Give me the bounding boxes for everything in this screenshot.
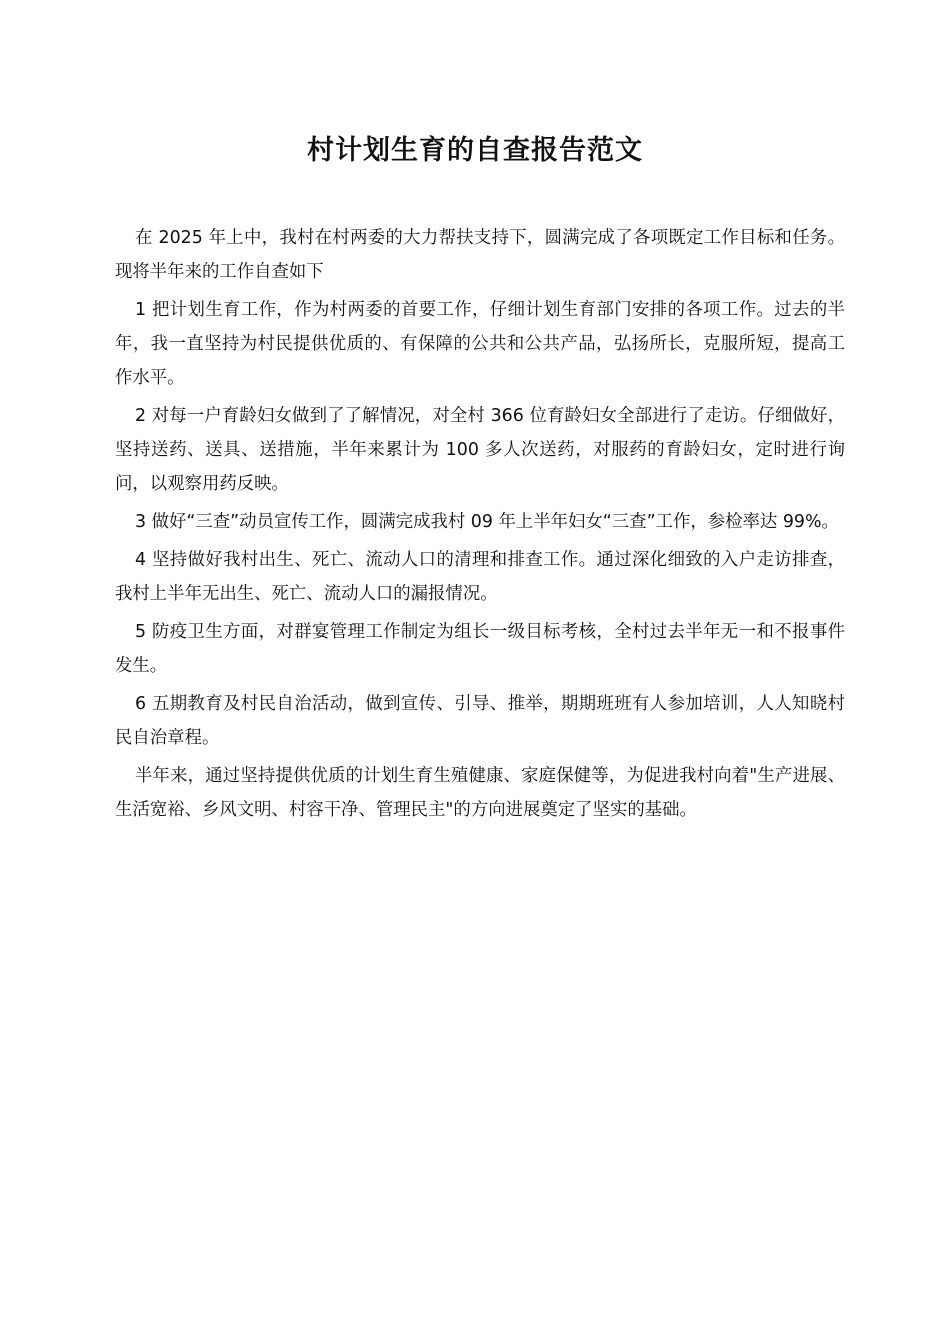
paragraph-item-3: 3 做好“三查”动员宣传工作，圆满完成我村 09 年上半年妇女“三查”工作，参检率达 99%。 [135, 512, 839, 532]
paragraph-conclusion: 半年来，通过坚持提供优质的计划生育生殖健康、家庭保健等，为促进我村向着"生产进展、生活宽裕、乡风文明、村容干净、管理民主"的方向进展奠定了坚实的基础。 [115, 766, 845, 820]
paragraph-item-5: 5 防疫卫生方面，对群宴管理工作制定为组长一级目标考核，全村过去半年无一和不报事件发生。 [115, 622, 845, 676]
paragraph-item-4: 4 坚持做好我村出生、死亡、流动人口的清理和排查工作。通过深化细致的入户走访排查，我村上半年无出生、死亡、流动人口的漏报情况。 [115, 550, 845, 604]
paragraph-item-1: 1 把计划生育工作，作为村两委的首要工作，仔细计划生育部门安排的各项工作。过去的半年，我一直坚持为村民提供优质的、有保障的公共和公共产品，弘扬所长，克服所短，提高工作水平。 [115, 300, 845, 388]
paragraph-item-2: 2 对每一户育龄妇女做到了了解情况，对全村 366 位育龄妇女全部进行了走访。仔细做好，坚持送药、送具、送措施，半年来累计为 100 多人次送药，对服药的育龄妇女，定时进行询问，以观察用药反映。 [115, 406, 845, 494]
document-title: 村计划生育的自查报告范文 [307, 135, 643, 166]
document-body [115, 221, 845, 831]
paragraph-item-6: 6 五期教育及村民自治活动，做到宣传、引导、推举，期期班班有人参加培训，人人知晓村民自治章程。 [115, 694, 845, 748]
paragraph-intro: 在 2025 年上中，我村在村两委的大力帮扶支持下，圆满完成了各项既定工作目标和任务。现将半年来的工作自查如下 [115, 228, 845, 282]
